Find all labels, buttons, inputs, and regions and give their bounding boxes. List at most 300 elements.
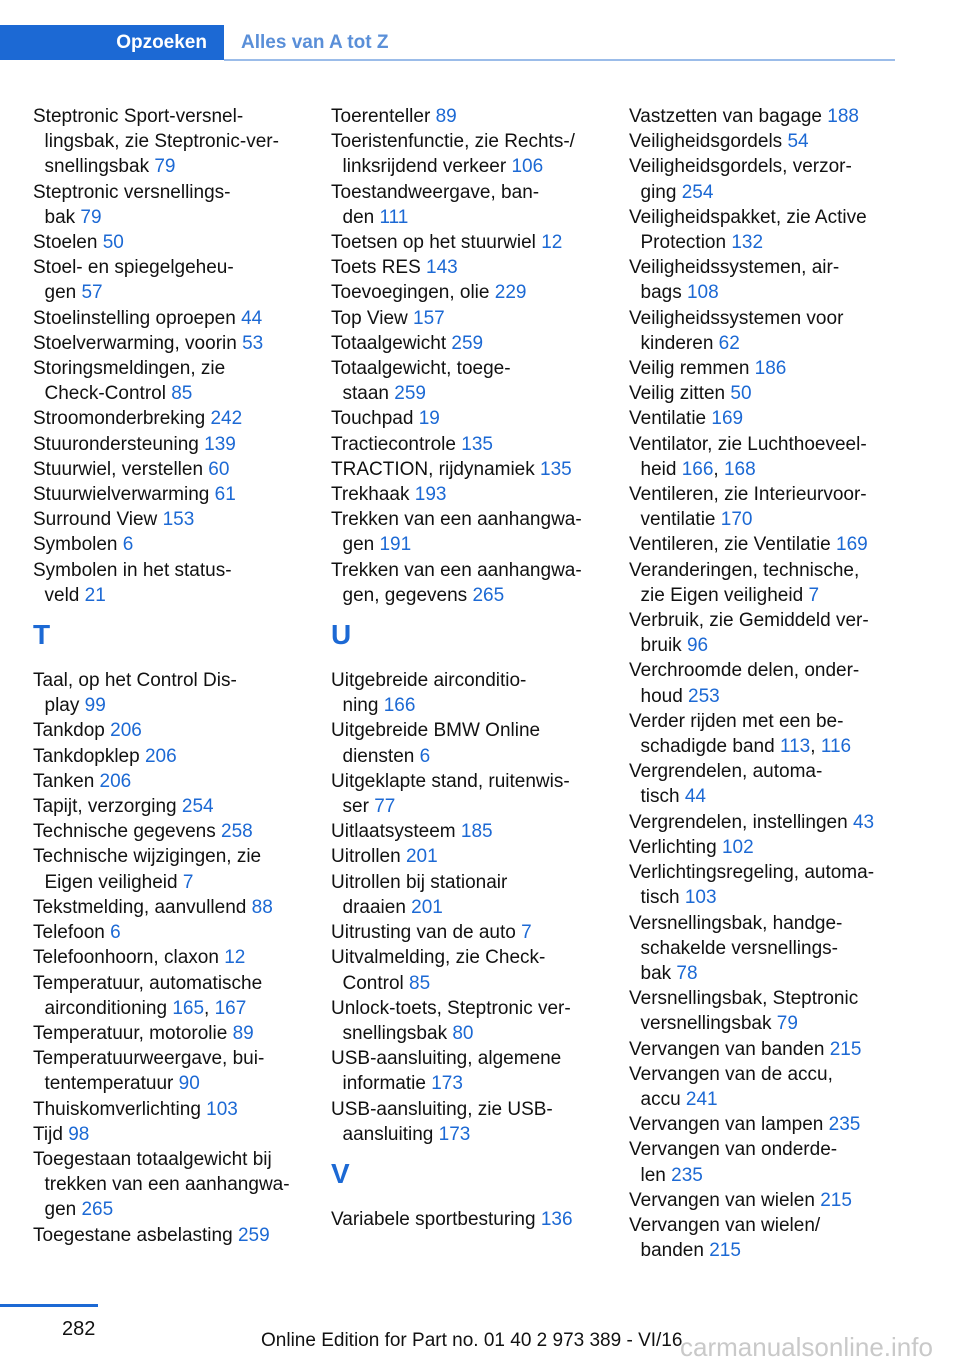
page-link[interactable]: 206 bbox=[110, 720, 142, 742]
entry-text: Technische wijzigingen, zie bbox=[33, 846, 262, 868]
entry-text: Verlichtingsregeling, automa- bbox=[629, 862, 875, 884]
page-link[interactable]: 12 bbox=[224, 947, 246, 969]
entry-text: Technische gegevens bbox=[33, 821, 222, 843]
index-entry bbox=[33, 507, 303, 532]
index-entry bbox=[33, 457, 303, 482]
entry-text: Verlichting bbox=[629, 836, 722, 858]
page-link[interactable]: 206 bbox=[144, 745, 177, 767]
entry-text: Stoel- en spiegelgeheu- bbox=[33, 257, 234, 279]
index-entry bbox=[331, 280, 601, 305]
page-link[interactable]: 166 bbox=[383, 695, 416, 717]
index-entry bbox=[33, 482, 303, 507]
index-entry bbox=[33, 769, 303, 794]
entry-text: Trekhaak bbox=[331, 484, 415, 506]
index-entry bbox=[629, 1062, 899, 1112]
index-entry bbox=[629, 658, 899, 708]
page-link[interactable]: 99 bbox=[84, 695, 106, 717]
page-link[interactable]: 132 bbox=[731, 232, 764, 254]
entry-text: Tapijt, verzorging bbox=[33, 796, 182, 818]
index-entry bbox=[331, 432, 601, 457]
page-link[interactable]: 170 bbox=[720, 509, 753, 531]
page-link[interactable]: 106 bbox=[511, 156, 544, 178]
entry-text: Uitgebreide BMW Online bbox=[331, 720, 541, 742]
entry-text: Toerenteller bbox=[331, 106, 436, 127]
index-entry bbox=[629, 810, 899, 835]
index-entry bbox=[331, 1046, 601, 1096]
page-link[interactable]: 80 bbox=[452, 1022, 474, 1044]
index-entry bbox=[629, 1188, 899, 1213]
entry-text: Vervangen van lampen bbox=[629, 1114, 829, 1136]
index-entry bbox=[33, 230, 303, 255]
entry-text: Control bbox=[342, 972, 410, 994]
index-entry bbox=[33, 945, 303, 970]
page-link[interactable]: 201 bbox=[405, 846, 438, 868]
page-link[interactable]: 193 bbox=[414, 484, 447, 506]
page-link[interactable]: 7 bbox=[521, 922, 532, 944]
entry-text: aansluiting bbox=[342, 1123, 439, 1145]
page-link[interactable]: 7 bbox=[808, 584, 820, 606]
page-link[interactable]: 153 bbox=[162, 509, 195, 531]
entry-text: ventilatie bbox=[640, 509, 721, 531]
page-link[interactable]: 77 bbox=[374, 796, 396, 818]
entry-text: Stoelen bbox=[33, 232, 103, 254]
page-link[interactable]: 21 bbox=[84, 584, 106, 606]
edition-note: Online Edition for Part no. 01 40 2 973 389 - VI/16 bbox=[261, 1330, 683, 1351]
entry-text: Tankdopklep bbox=[33, 745, 145, 767]
index-entry bbox=[629, 558, 899, 608]
entry-text: draaien bbox=[342, 896, 412, 918]
entry-text: Toegestaan totaalgewicht bij bbox=[33, 1148, 272, 1170]
entry-text: gen, gegevens bbox=[342, 584, 473, 606]
index-entry bbox=[33, 744, 303, 769]
page-link[interactable]: 60 bbox=[208, 458, 230, 480]
page-link[interactable]: 242 bbox=[210, 408, 243, 430]
index-entry bbox=[33, 819, 303, 844]
page-link[interactable]: 135 bbox=[461, 433, 493, 455]
index-column-2 bbox=[331, 104, 601, 1232]
page-link[interactable]: 111 bbox=[379, 206, 409, 228]
entry-text: Tractiecontrole bbox=[331, 433, 462, 455]
index-entry bbox=[33, 558, 303, 608]
page-link[interactable]: 61 bbox=[214, 484, 236, 506]
entry-text: Tekstmelding, aanvullend bbox=[33, 896, 252, 918]
page-link[interactable]: 235 bbox=[828, 1114, 861, 1136]
entry-text: Symbolen in het status- bbox=[33, 559, 232, 581]
page-number: 282 bbox=[62, 1318, 96, 1340]
section-letter: T bbox=[33, 619, 51, 651]
entry-text: ning bbox=[342, 695, 384, 717]
entry-text: Eigen veiligheid bbox=[44, 871, 183, 893]
entry-text: Vervangen van banden bbox=[629, 1038, 830, 1060]
entry-text: Stuurondersteuning bbox=[33, 433, 205, 455]
entry-text: accu bbox=[640, 1088, 686, 1110]
page-link[interactable]: 229 bbox=[494, 282, 527, 304]
page-link[interactable]: 191 bbox=[379, 534, 412, 556]
entry-text: Uitgebreide airconditio- bbox=[331, 670, 527, 692]
page-link[interactable]: 98 bbox=[68, 1123, 90, 1145]
entry-text: bak bbox=[640, 962, 677, 984]
index-entry: Ventilator, zie Luchthoeveel- heid 166, 168 bbox=[629, 433, 867, 480]
entry-text: tisch bbox=[640, 786, 685, 808]
entry-text: Surround View bbox=[33, 509, 163, 531]
entry-text: Veiligheidssystemen voor bbox=[629, 307, 844, 329]
entry-text: staan bbox=[342, 383, 395, 405]
page-link[interactable]: 6 bbox=[110, 922, 121, 944]
index-entry bbox=[629, 986, 899, 1036]
index-entry bbox=[33, 1122, 303, 1147]
page-link[interactable]: 253 bbox=[688, 685, 720, 707]
page-link[interactable]: 235 bbox=[671, 1164, 703, 1186]
page-link[interactable]: 258 bbox=[221, 821, 253, 843]
index-entry bbox=[33, 532, 303, 557]
page-link[interactable]: 173 bbox=[438, 1123, 471, 1145]
index-entry bbox=[33, 432, 303, 457]
entry-text: Trekken van een aanhangwa- bbox=[331, 559, 582, 581]
page-link[interactable]: 43 bbox=[852, 811, 875, 833]
header-tabbar bbox=[0, 25, 895, 60]
entry-text: Veiligheidsgordels, verzor- bbox=[629, 156, 852, 178]
entry-text: diensten bbox=[342, 745, 420, 767]
index-entry bbox=[629, 1037, 899, 1062]
page-link[interactable]: 215 bbox=[820, 1189, 852, 1211]
index-entry bbox=[629, 154, 899, 204]
entry-text: schakelde versnellings- bbox=[640, 937, 838, 959]
index-entry bbox=[33, 180, 303, 230]
entry-text: Uitrusting van de auto bbox=[331, 922, 522, 944]
page-link[interactable]: 116 bbox=[820, 736, 852, 758]
page-link[interactable]: 143 bbox=[426, 257, 458, 279]
entry-text: USB-aansluiting, zie USB- bbox=[331, 1098, 553, 1120]
entry-text: tisch bbox=[640, 887, 685, 909]
entry-text: heid bbox=[640, 458, 682, 480]
index-entry bbox=[331, 406, 601, 431]
page-link[interactable]: 241 bbox=[685, 1088, 718, 1110]
page-link[interactable]: 265 bbox=[81, 1199, 114, 1221]
page-link[interactable]: 103 bbox=[684, 887, 717, 909]
page-link[interactable]: 88 bbox=[251, 896, 273, 918]
entry-text: Vergrendelen, automa- bbox=[629, 761, 823, 783]
index-entry bbox=[331, 230, 601, 255]
entry-text: Vervangen van de accu, bbox=[629, 1063, 833, 1085]
entry-text: Ventileren, zie Interieurvoor- bbox=[629, 484, 867, 506]
entry-text: Top View bbox=[331, 307, 414, 329]
entry-text: Ventilatie bbox=[629, 408, 712, 430]
page-link[interactable]: 44 bbox=[241, 307, 263, 329]
entry-text: trekken van een aanhangwa- bbox=[44, 1174, 290, 1196]
index-entry bbox=[33, 331, 303, 356]
page-link[interactable]: 90 bbox=[178, 1073, 200, 1095]
page-link[interactable]: 96 bbox=[686, 635, 709, 657]
index-entry bbox=[331, 482, 601, 507]
entry-text: Thuiskomverlichting bbox=[33, 1098, 207, 1120]
entry-text: Ventileren, zie Ventilatie bbox=[629, 534, 837, 556]
entry-text: Steptronic Sport-versnel- bbox=[33, 106, 244, 127]
entry-text: tentemperatuur bbox=[44, 1073, 179, 1095]
index-entry bbox=[331, 945, 601, 995]
page-link[interactable]: 188 bbox=[827, 106, 859, 127]
entry-text: kinderen bbox=[640, 332, 719, 354]
entry-text: Toestandweergave, ban- bbox=[331, 181, 540, 203]
index-entry: Temperatuur, automatische airconditioning 165, 167 bbox=[33, 972, 263, 1019]
entry-text: schadigde band bbox=[640, 736, 780, 758]
page-link[interactable]: 254 bbox=[181, 796, 214, 818]
entry-text: veld bbox=[44, 584, 85, 606]
page-link[interactable]: 79 bbox=[154, 156, 176, 178]
entry-text: snellingsbak bbox=[342, 1022, 453, 1044]
entry-text: Stoelinstelling oproepen bbox=[33, 307, 242, 329]
entry-text: gen bbox=[342, 534, 380, 556]
page-link[interactable]: 103 bbox=[206, 1098, 238, 1120]
entry-text: bags bbox=[640, 282, 687, 304]
index-entry bbox=[331, 129, 601, 179]
entry-text: houd bbox=[640, 685, 689, 707]
page-link[interactable]: 54 bbox=[787, 131, 809, 153]
page-link[interactable]: 157 bbox=[413, 307, 445, 329]
entry-text: gen bbox=[44, 1199, 82, 1221]
page-link[interactable]: 44 bbox=[684, 786, 706, 808]
entry-text: Tijd bbox=[33, 1123, 69, 1145]
index-entry bbox=[33, 1147, 303, 1223]
section-letter: V bbox=[331, 1157, 350, 1189]
entry-text: bak bbox=[44, 206, 81, 228]
index-entry bbox=[629, 356, 899, 381]
entry-text: Vervangen van wielen bbox=[629, 1189, 821, 1211]
entry-text: lingsbak, zie Steptronic-ver- bbox=[44, 131, 279, 153]
page-link[interactable]: 169 bbox=[836, 534, 868, 556]
page-link[interactable]: 19 bbox=[418, 408, 440, 430]
page-link[interactable]: 102 bbox=[721, 836, 754, 858]
index-entry bbox=[331, 718, 601, 768]
entry-text: USB-aansluiting, algemene bbox=[331, 1048, 562, 1070]
page-link[interactable]: 166 bbox=[681, 458, 714, 480]
entry-text: Uitrollen bbox=[331, 846, 406, 868]
index-entry bbox=[331, 819, 601, 844]
index-entry bbox=[629, 306, 899, 356]
watermark: carmanualsonline.info bbox=[680, 1332, 933, 1362]
index-entry bbox=[331, 558, 601, 608]
index-entry bbox=[331, 844, 601, 869]
entry-text: Stuurwiel, verstellen bbox=[33, 458, 209, 480]
index-entry bbox=[629, 860, 899, 910]
entry-text: Veilig remmen bbox=[629, 358, 755, 380]
tab-opzoeken[interactable]: Opzoeken bbox=[0, 25, 224, 60]
page-link[interactable]: 85 bbox=[171, 383, 193, 405]
entry-text: Temperatuur, automatische bbox=[33, 972, 263, 994]
page-link[interactable]: 206 bbox=[99, 770, 132, 792]
entry-text: Trekken van een aanhangwa- bbox=[331, 509, 582, 531]
entry-text: Versnellingsbak, Steptronic bbox=[629, 988, 859, 1010]
entry-text: Tankdop bbox=[33, 720, 111, 742]
index-entry bbox=[33, 1046, 303, 1096]
page-link[interactable]: 165 bbox=[172, 997, 205, 1019]
index-entry bbox=[331, 870, 601, 920]
page-link[interactable]: 168 bbox=[723, 458, 756, 480]
entry-text: Totaalgewicht, toege- bbox=[331, 358, 511, 380]
entry-text: snellingsbak bbox=[44, 156, 155, 178]
index-entry bbox=[629, 205, 899, 255]
entry-text: Telefoonhoorn, claxon bbox=[33, 947, 225, 969]
entry-text: Vervangen van wielen/ bbox=[629, 1214, 821, 1236]
index-entry bbox=[629, 406, 899, 431]
entry-text: Storingsmeldingen, zie bbox=[33, 358, 226, 380]
entry-text: gen bbox=[44, 282, 82, 304]
entry-text: Protection bbox=[640, 232, 732, 254]
entry-text: zie Eigen veiligheid bbox=[640, 584, 809, 606]
entry-text: Verbruik, zie Gemiddeld ver- bbox=[629, 610, 869, 632]
index-entry bbox=[331, 1207, 601, 1232]
entry-text: Verder rijden met een be- bbox=[629, 710, 844, 732]
entry-text: Toeristenfunctie, zie Rechts-/ bbox=[331, 131, 575, 153]
page-link[interactable]: 79 bbox=[776, 1013, 798, 1035]
entry-text: Vastzetten van bagage bbox=[629, 106, 828, 127]
index-entry bbox=[629, 1213, 899, 1263]
page-link[interactable]: 62 bbox=[718, 332, 740, 354]
page-link[interactable]: 6 bbox=[419, 745, 431, 767]
entry-text: play bbox=[44, 695, 85, 717]
page-link[interactable]: 89 bbox=[232, 1022, 254, 1044]
index-entry bbox=[629, 1112, 899, 1137]
page-link[interactable]: 259 bbox=[394, 383, 426, 405]
entry-text: Versnellingsbak, handge- bbox=[629, 912, 843, 934]
page-link[interactable]: 108 bbox=[686, 282, 719, 304]
entry-text: Temperatuur, motorolie bbox=[33, 1022, 233, 1044]
index-entry bbox=[33, 104, 303, 180]
index-entry bbox=[629, 255, 899, 305]
index-entry bbox=[33, 895, 303, 920]
index-entry bbox=[629, 104, 899, 129]
entry-text: Vervangen van onderde- bbox=[629, 1139, 838, 1161]
entry-text: Unlock-toets, Steptronic ver- bbox=[331, 997, 571, 1019]
index-entry bbox=[33, 1223, 303, 1248]
index-column-3 bbox=[629, 104, 899, 1263]
page-link[interactable]: 113 bbox=[779, 736, 811, 758]
index-entry bbox=[331, 457, 601, 482]
index-entry bbox=[331, 331, 601, 356]
entry-text: Temperatuurweergave, bui- bbox=[33, 1048, 265, 1070]
entry-text: Totaalgewicht bbox=[331, 332, 452, 354]
page-link[interactable]: 12 bbox=[541, 232, 563, 254]
entry-text: len bbox=[640, 1164, 672, 1186]
page-link[interactable]: 57 bbox=[81, 282, 103, 304]
index-entry bbox=[629, 759, 899, 809]
page-link[interactable]: 201 bbox=[411, 896, 443, 918]
index-entry bbox=[629, 482, 899, 532]
entry-text: Veiligheidsgordels bbox=[629, 131, 788, 153]
index-entry bbox=[33, 718, 303, 743]
index-entry bbox=[33, 668, 303, 718]
page-link[interactable]: 215 bbox=[709, 1240, 741, 1262]
entry-text: Telefoon bbox=[33, 922, 111, 944]
entry-text: TRACTION, rijdynamiek bbox=[331, 458, 541, 480]
entry-text: Uitgeklapte stand, ruitenwis- bbox=[331, 770, 570, 792]
entry-text: Uitrollen bij stationair bbox=[331, 871, 508, 893]
index-entry bbox=[331, 769, 601, 819]
tab-divider bbox=[224, 59, 895, 61]
index-entry bbox=[33, 406, 303, 431]
index-entry bbox=[629, 381, 899, 406]
index-entry bbox=[33, 255, 303, 305]
page-link[interactable]: 78 bbox=[676, 962, 698, 984]
entry-text: Toevoegingen, olie bbox=[331, 282, 495, 304]
page-link[interactable]: 136 bbox=[540, 1208, 573, 1230]
entry-text: Veilig zitten bbox=[629, 383, 731, 405]
page-link[interactable]: 79 bbox=[80, 206, 102, 228]
entry-text: Steptronic versnellings- bbox=[33, 181, 231, 203]
index-entry bbox=[33, 844, 303, 894]
entry-text: ging bbox=[640, 181, 682, 203]
entry-text: Uitlaatsysteem bbox=[331, 821, 461, 843]
entry-text: linksrijdend verkeer bbox=[342, 156, 512, 178]
entry-text: Vergrendelen, instellingen bbox=[629, 811, 853, 833]
entry-text: bruik bbox=[640, 635, 687, 657]
entry-text: Touchpad bbox=[331, 408, 419, 430]
page-link[interactable]: 135 bbox=[540, 458, 572, 480]
index-entry bbox=[331, 507, 601, 557]
page-link[interactable]: 139 bbox=[204, 433, 236, 455]
entry-text: Ventilator, zie Luchthoeveel- bbox=[629, 433, 867, 455]
index-entry bbox=[331, 104, 601, 129]
page-link[interactable]: 89 bbox=[435, 106, 457, 127]
entry-text: Stroomonderbreking bbox=[33, 408, 211, 430]
index-entry bbox=[33, 1021, 303, 1046]
index-entry bbox=[629, 608, 899, 658]
entry-text: informatie bbox=[342, 1073, 432, 1095]
entry-text: Veiligheidspakket, zie Active bbox=[629, 206, 867, 228]
page-link[interactable]: 169 bbox=[711, 408, 744, 430]
page-link[interactable]: 254 bbox=[681, 181, 714, 203]
page-link[interactable]: 215 bbox=[829, 1038, 862, 1060]
index-entry bbox=[331, 306, 601, 331]
index-entry bbox=[331, 356, 601, 406]
entry-text: banden bbox=[640, 1240, 710, 1262]
entry-text: Symbolen bbox=[33, 534, 123, 556]
section-letter: U bbox=[331, 619, 352, 651]
entry-text: Stuurwielverwarming bbox=[33, 484, 215, 506]
page-link[interactable]: 6 bbox=[122, 534, 134, 556]
index-entry bbox=[331, 255, 601, 280]
index-entry bbox=[331, 180, 601, 230]
page-link[interactable]: 7 bbox=[182, 871, 194, 893]
entry-text: ser bbox=[342, 796, 375, 818]
page-link[interactable]: 85 bbox=[409, 972, 431, 994]
index-column-1 bbox=[33, 104, 303, 1248]
page-link[interactable]: 50 bbox=[102, 232, 124, 254]
entry-text: airconditioning bbox=[44, 997, 173, 1019]
entry-text: den bbox=[342, 206, 380, 228]
index-entry bbox=[331, 668, 601, 718]
page-link[interactable]: 53 bbox=[242, 332, 264, 354]
page-link[interactable]: 173 bbox=[431, 1073, 463, 1095]
page-link[interactable]: 50 bbox=[730, 383, 752, 405]
index-entry bbox=[629, 532, 899, 557]
entry-text: Veranderingen, technische, bbox=[629, 559, 860, 581]
index-entry bbox=[33, 1097, 303, 1122]
page-link[interactable]: 167 bbox=[214, 997, 247, 1019]
entry-text: Uitvalmelding, zie Check- bbox=[331, 947, 546, 969]
entry-text: Toets RES bbox=[331, 257, 427, 279]
entry-text: Taal, op het Control Dis- bbox=[33, 670, 237, 692]
entry-text: Veiligheidssystemen, air- bbox=[629, 257, 840, 279]
tab-alles-van-a-tot-z[interactable]: Alles van A tot Z bbox=[241, 31, 389, 53]
page-link[interactable]: 186 bbox=[754, 358, 787, 380]
page-link[interactable]: 265 bbox=[472, 584, 505, 606]
entry-text: Check-Control bbox=[44, 383, 172, 405]
page-link[interactable]: 185 bbox=[460, 821, 493, 843]
page-link[interactable]: 259 bbox=[237, 1224, 270, 1246]
index-entry: Verder rijden met een be- schadigde band 113, 116 bbox=[629, 710, 852, 758]
index-entry bbox=[33, 794, 303, 819]
page-link[interactable]: 259 bbox=[451, 332, 484, 354]
